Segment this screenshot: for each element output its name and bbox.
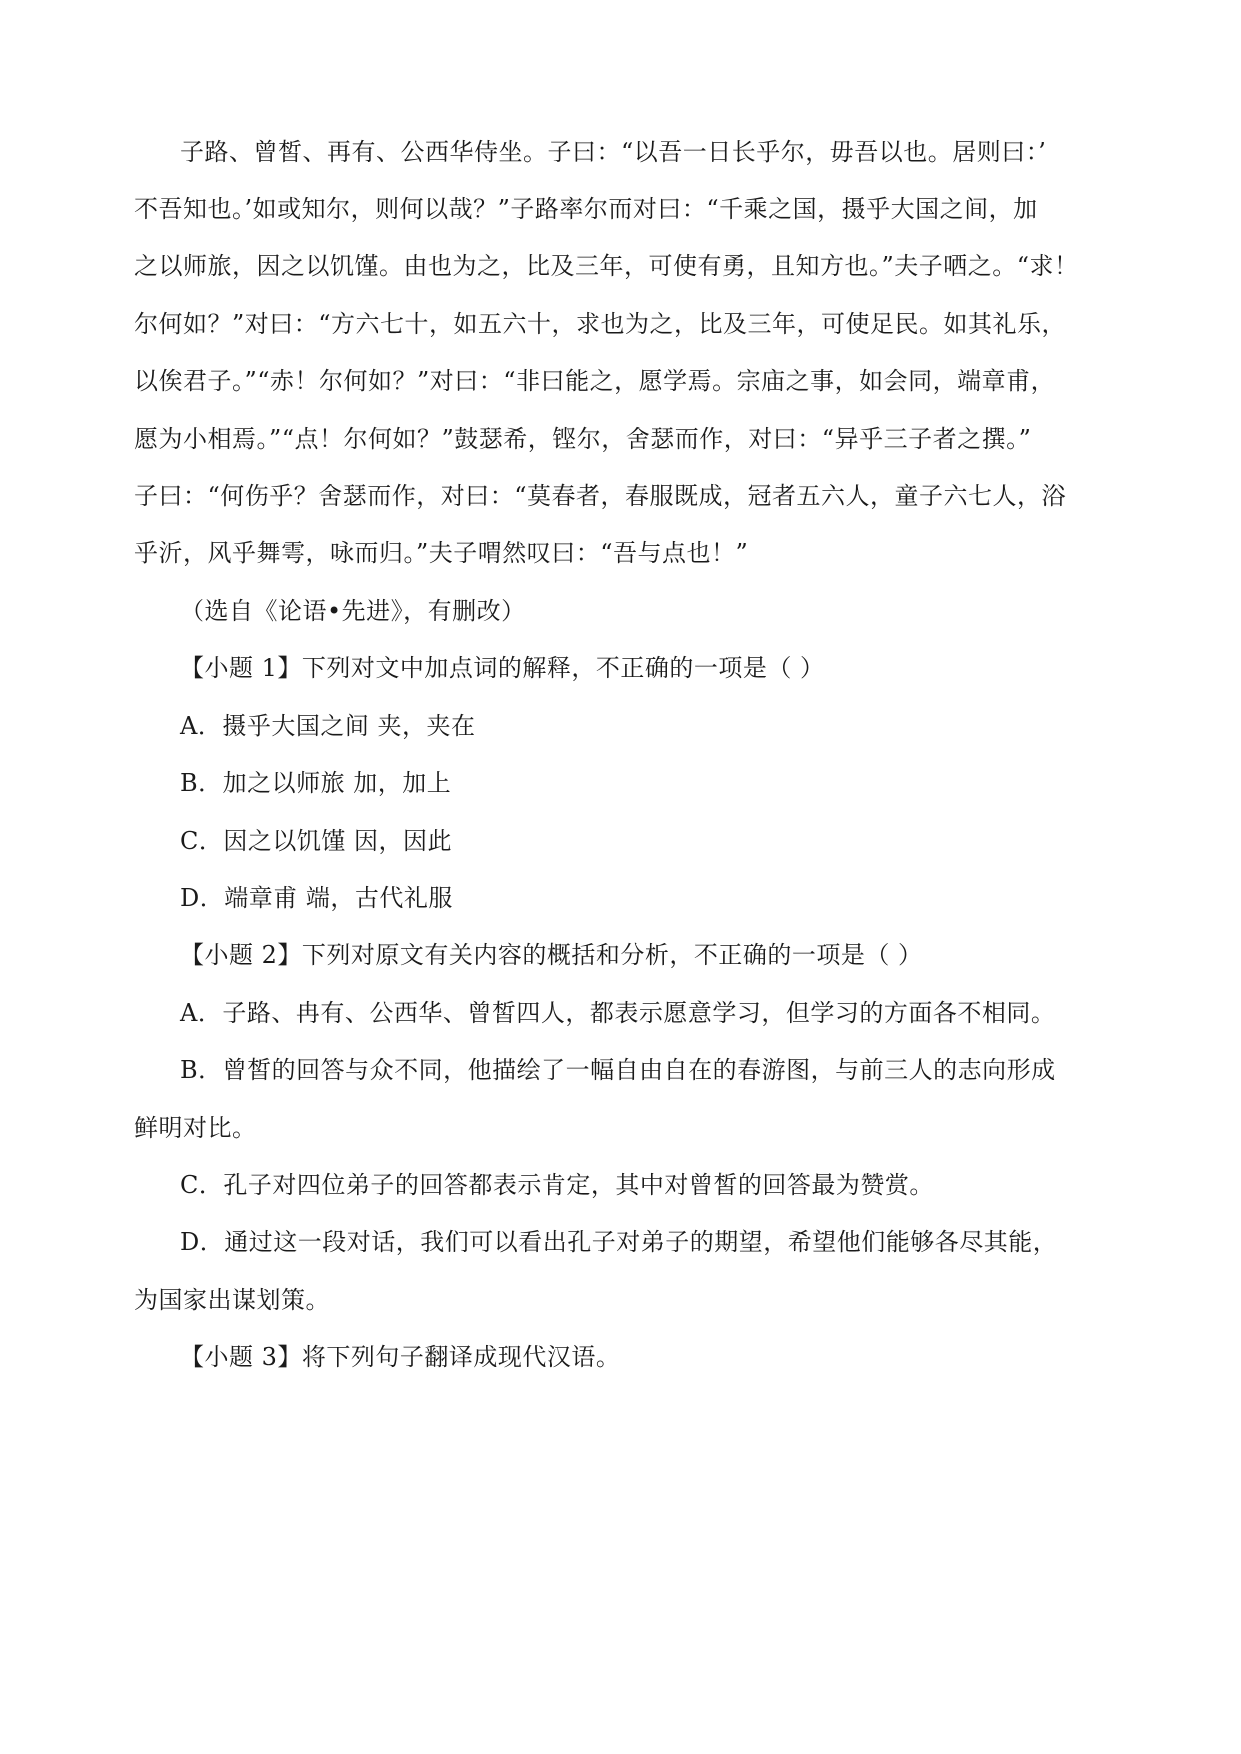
passage-line: 子曰：“何伤乎？舍瑟而作，对曰：“莫春者，春服既成，冠者五六人，童子六七人，浴 bbox=[134, 482, 1067, 510]
question-2-option-d: D．通过这一段对话，我们可以看出孔子对弟子的期望，希望他们能够各尽其能， bbox=[180, 1228, 1058, 1256]
question-2-option-b-continued: 鲜明对比。 bbox=[134, 1114, 257, 1142]
passage-source: （选自《论语•先进》，有删改） bbox=[180, 597, 526, 625]
question-3-prompt: 【小题 3】将下列句子翻译成现代汉语。 bbox=[180, 1343, 621, 1371]
passage-line: 不吾知也。’如或知尔，则何以哉？”子路率尔而对曰：“千乘之国，摄乎大国之间，加 bbox=[134, 195, 1038, 223]
question-1-option-d: D．端章甫 端，古代礼服 bbox=[180, 884, 453, 912]
question-2-option-b: B．曾皙的回答与众不同，他描绘了一幅自由自在的春游图，与前三人的志向形成 bbox=[180, 1056, 1056, 1084]
question-2-option-c: C．孔子对四位弟子的回答都表示肯定，其中对曾皙的回答最为赞赏。 bbox=[180, 1171, 934, 1199]
question-1-prompt: 【小题 1】下列对文中加点词的解释，不正确的一项是（ ） bbox=[180, 654, 825, 682]
question-1-option-c: C．因之以饥馑 因，因此 bbox=[180, 827, 452, 855]
question-2-option-a: A．子路、冉有、公西华、曾皙四人，都表示愿意学习，但学习的方面各不相同。 bbox=[180, 999, 1056, 1027]
question-1-option-b: B．加之以师旅 加，加上 bbox=[180, 769, 452, 797]
passage-line: 以俟君子。”“赤！尔何如？”对曰：“非曰能之，愿学焉。宗庙之事，如会同，端章甫， bbox=[134, 367, 1056, 395]
passage-line: 之以师旅，因之以饥馑。由也为之，比及三年，可使有勇，且知方也。”夫子哂之。“求！ bbox=[134, 252, 1079, 280]
passage-line: 愿为小相焉。”“点！尔何如？”鼓瑟希，铿尔，舍瑟而作，对曰：“异乎三子者之撰。” bbox=[134, 425, 1032, 453]
passage-line: 乎沂，风乎舞雩，咏而归。”夫子喟然叹曰：“吾与点也！” bbox=[134, 539, 749, 567]
passage-line: 尔何如？”对曰：“方六七十，如五六十，求也为之，比及三年，可使足民。如其礼乐， bbox=[134, 310, 1067, 338]
question-2-prompt: 【小题 2】下列对原文有关内容的概括和分析，不正确的一项是（ ） bbox=[180, 941, 923, 969]
question-2-option-d-continued: 为国家出谋划策。 bbox=[134, 1286, 330, 1314]
passage-line: 子路、曾皙、再有、公西华侍坐。子曰：“以吾一日长乎尔，毋吾以也。居则曰：’ bbox=[180, 138, 1047, 166]
question-1-option-a: A．摄乎大国之间 夹，夹在 bbox=[180, 712, 476, 740]
